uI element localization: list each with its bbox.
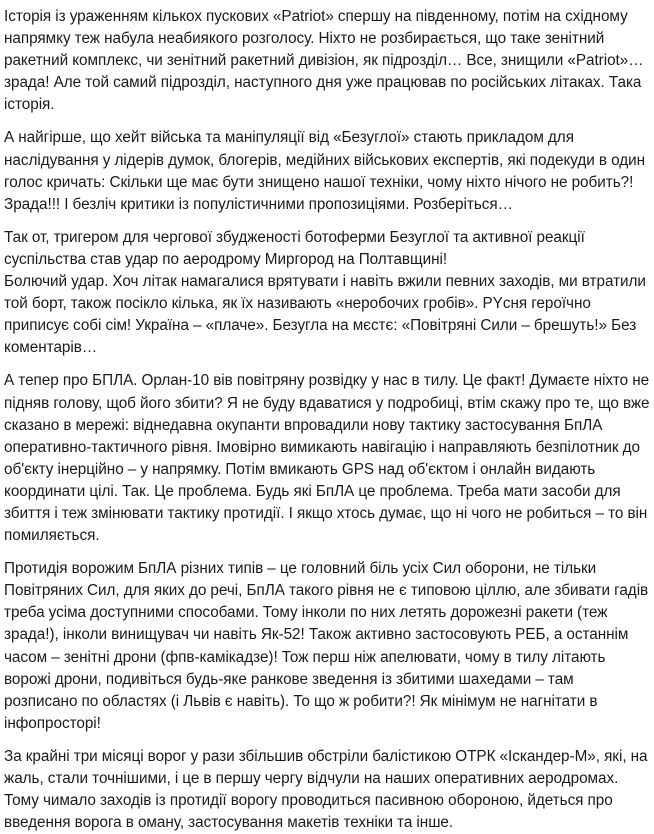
article-paragraph: А найгірше, що хейт війська та маніпуляції від «Безуглої» стають прикладом для наслідування у лідерів думок, блогерів, медійних військових експертів, які подекуди в один голос кричать: Скільки ще має бути знищено нашої техніки, чому ніхто нічого не робить?! Зрада!!! І безліч критики із популістичними пропозиціями. Розберіться…	[4, 129, 650, 213]
article-paragraph: Історія із ураженням кількох пускових «Patriot» спершу на південному, потім на східному напрямку теж набула неабиякого розголосу. Ніхто не розбирається, що таке зенітний ракетний комплекс, чи зенітний ракетний дивізіон, як підрозділ… Все, знищили «Patriot»… зрада! Але той самий підрозділ, наступного дня уже працював по російських літаках. Така історія.	[4, 8, 648, 114]
article-paragraph: Так от, тригером для чергової збудженості ботоферми Безуглої та активної реакції суспільства став удар по аеродрому Миргород на Полтавщині! Болючий удар. Хоч літак намагалися врятувати і навіть вжили певних заходів, ми втратили той борт, також посікло кілька, як їх називають «неробочих гробів». РYсня героїчно приписує собі сім! Україна – «плаче». Безугла на мєстє: «Повітряні Сили – брешуть!» Без коментарів…	[4, 228, 646, 357]
article-paragraph: За крайні три місяці ворог у рази збільшив обстріли балістикою ОТРК «Іскандер-М», які, на жаль, стали точнішими, і це в першу чергу відчули на наших оперативних аеродромах. Тому чимало заходів із протидії ворогу проводиться пасивною обороною, йдеться про введення ворога в оману, застосування макетів техніки та інше.	[4, 747, 652, 832]
article-paragraph: Протидія ворожим БпЛА різних типів – це головний біль усіх Сил оборони, не тільки Повітряних Сил, для яких до речі, БпЛА такого рівня не є типовою ціллю, але збивати гадів треба усіма доступними способами. Тому інколи по них летять дорожезні ракети (теж зрада!), інколи винищувач чи навіть Як-52! Також активно застосовують РЕБ, а останнім часом – зенітні дрони (фпв-камікадзе)! Тож перш ніж апелювати, чому в тилу літають ворожі дрони, подивіться будь-яке ранкове зведення із збитими шахедами – там розписано по областях (і Львів є навіть). То що ж робити?! Як мінімум не нагнітати в інфопросторі!	[4, 560, 653, 732]
article-paragraph: А тепер про БПЛА. Орлан-10 вів повітряну розвідку у нас в тилу. Це факт! Думаєте ніхто не підняв голову, щоб його збити? Я не буду вдаватися у подробиці, втім скажу про те, що вже сказано в мережі: віднедавна окупанти впровадили нову тактику застосування БпЛА оперативно-тактичного рівня. Імовірно вимикають навігацію і направляють безпілотник до об'єкту інерційно – у напрямку. Потім вмикають GPS над об'єктом і онлайн видають координати цілі. Так. Це проблема. Будь які БпЛА це проблема. Треба мати засоби для збиття і теж змінювати тактику протидії. І якщо хтось думає, що ні чого не робиться – то він помиляється.	[4, 372, 654, 545]
